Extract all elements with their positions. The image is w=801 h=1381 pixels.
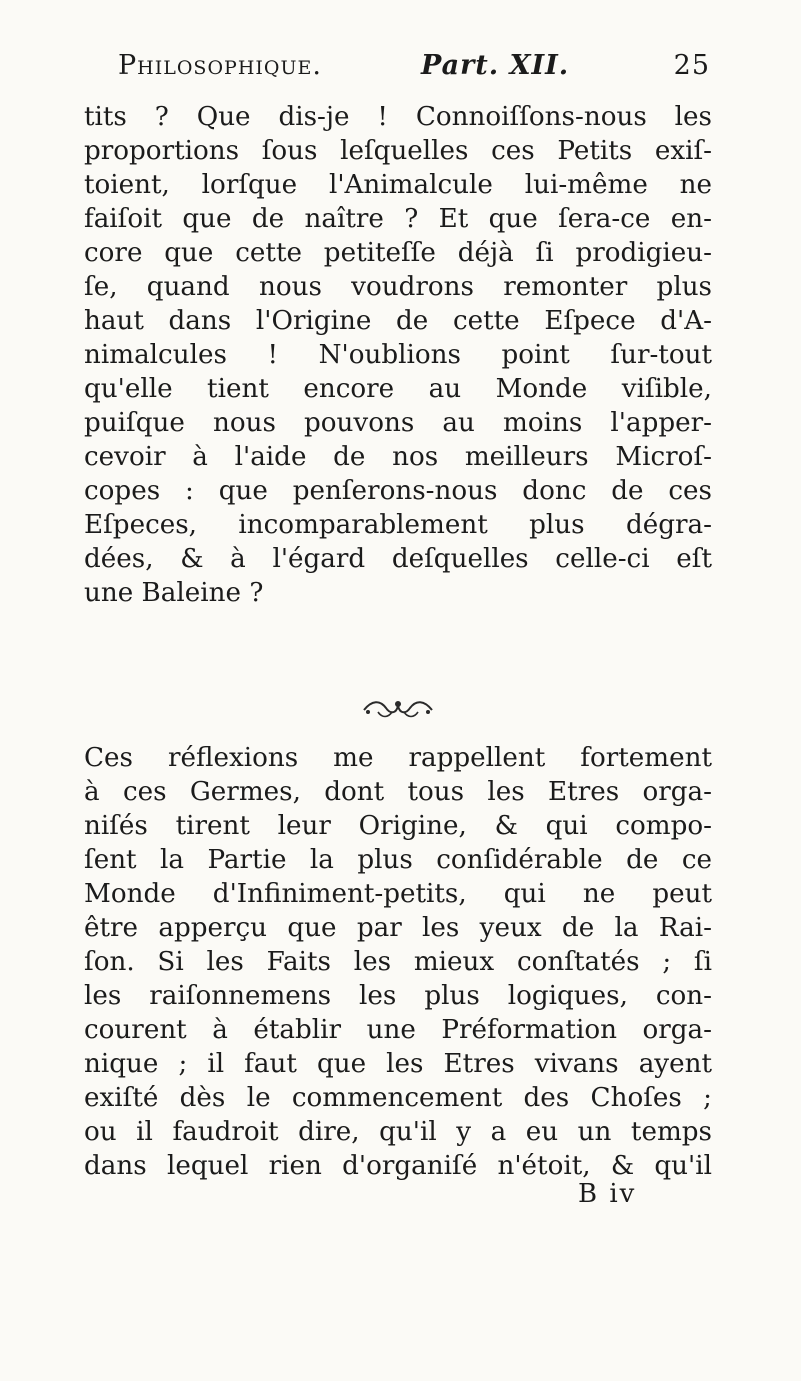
text-line: copes : que penſerons-nous donc de ces <box>84 476 712 506</box>
text-line: à ces Germes, dont tous les Etres orga- <box>84 777 712 807</box>
text-line: toient, lorſque l'Animalcule lui-même ne <box>84 170 712 200</box>
signature-mark: B iv <box>578 1179 637 1209</box>
text-line: proportions ſous leſquelles ces Petits exiſ- <box>84 136 712 166</box>
text-line: dées, & à l'égard deſquelles celle-ci eſt <box>84 544 712 574</box>
text-line: ou il faudroit dire, qu'il y a eu un temps <box>84 1117 712 1147</box>
running-title: Philosophique. <box>118 50 322 81</box>
text-line: nique ; il faut que les Etres vivans ayent <box>84 1049 712 1079</box>
text-line: haut dans l'Origine de cette Eſpece d'A- <box>84 306 712 336</box>
text-line: cevoir à l'aide de nos meilleurs Microſ- <box>84 442 712 472</box>
text-line: Monde d'Infiniment-petits, qui ne peut <box>84 879 712 909</box>
text-line: niſés tirent leur Origine, & qui compo- <box>84 811 712 841</box>
text-line: être apperçu que par les yeux de la Rai- <box>84 913 712 943</box>
text-line: Eſpeces, incomparablement plus dégra- <box>84 510 712 540</box>
text-line: Ces réflexions me rappellent fortement <box>84 743 712 773</box>
text-line: nimalcules ! N'oublions point ſur-tout <box>84 340 712 370</box>
text-line: qu'elle tient encore au Monde viſible, <box>84 374 712 404</box>
text-line: tits ? Que dis-je ! Connoiſſons-nous les <box>84 102 712 132</box>
page-header <box>118 50 718 90</box>
text-line: faiſoit que de naître ? Et que ſera-ce en- <box>84 204 712 234</box>
text-line: courent à établir une Préformation orga- <box>84 1015 712 1045</box>
text-line: dans lequel rien d'organiſé n'étoit, & qu'il <box>84 1151 712 1181</box>
text-line: core que cette petiteſſe déjà ſi prodigieu- <box>84 238 712 268</box>
page-number: 25 <box>673 50 710 81</box>
text-line: une Baleine ? <box>84 578 264 608</box>
floral-ornament-icon <box>358 696 438 720</box>
part-label: Part. XII. <box>421 50 570 81</box>
text-line: les raiſonnemens les plus logiques, con- <box>84 981 712 1011</box>
text-line: puiſque nous pouvons au moins l'apper- <box>84 408 712 438</box>
text-line: ſe, quand nous voudrons remonter plus <box>84 272 712 302</box>
text-line: ſon. Si les Faits les mieux conſtatés ; ſi <box>84 947 712 977</box>
text-line: exiſté dès le commencement des Choſes ; <box>84 1083 712 1113</box>
text-line: ſent la Partie la plus conſidérable de ce <box>84 845 712 875</box>
